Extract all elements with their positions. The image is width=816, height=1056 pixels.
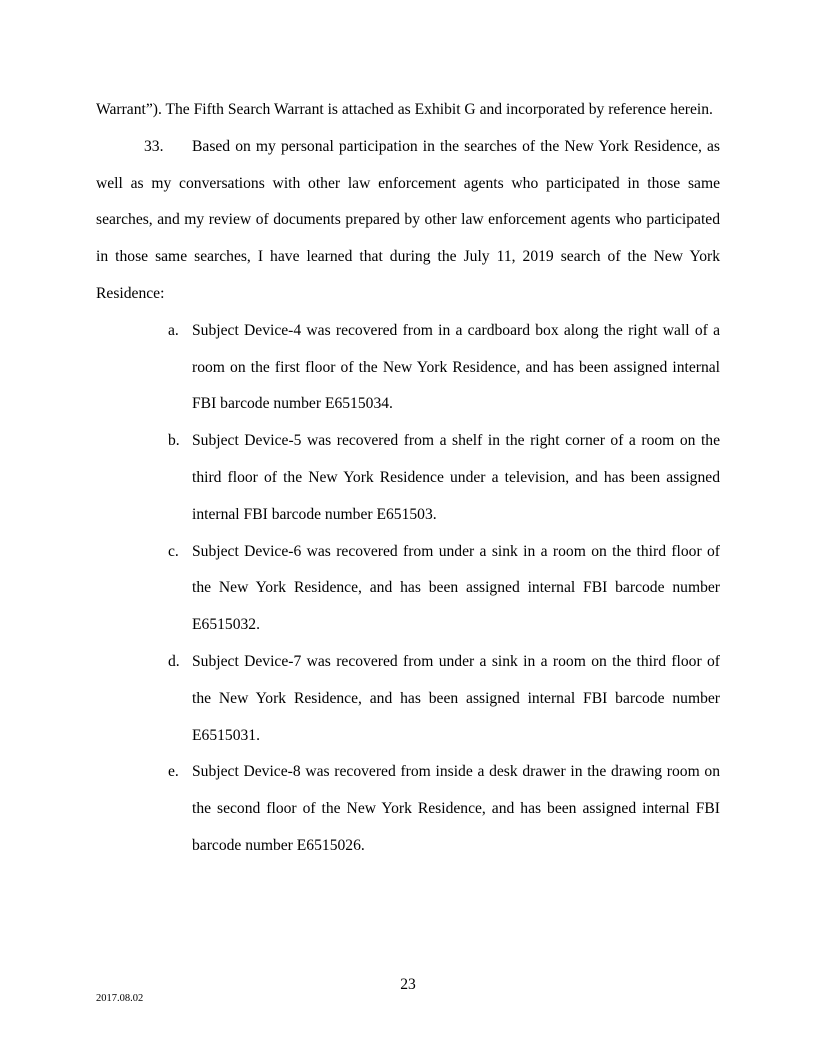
list-item-marker: a.: [168, 321, 179, 339]
continuation-paragraph: Warrant”). The Fifth Search Warrant is attached as Exhibit G and incorporated by reference herein.: [96, 101, 713, 118]
list-item-marker: d.: [168, 652, 180, 670]
list-item-text: Subject Device-8 was recovered from inside a desk drawer in the drawing room on the second floor of the New York Residence, and has been assigned internal FBI barcode number E6515026.: [192, 763, 720, 854]
list-item-marker: b.: [168, 432, 180, 450]
list-item-marker: c.: [168, 542, 179, 560]
page-number: 23: [400, 976, 416, 993]
list-item-text: Subject Device-5 was recovered from a shelf in the right corner of a room on the third floor of the New York Residence under a television, and has been assigned internal FBI barcode number E651503.: [192, 432, 720, 523]
list-item-text: Subject Device-4 was recovered from in a cardboard box along the right wall of a room on the first floor of the New York Residence, and has been assigned internal FBI barcode number E6515034.: [192, 321, 720, 413]
list-item: [168, 644, 720, 754]
device-list: [96, 313, 720, 865]
list-item: [168, 423, 720, 533]
list-item: [168, 754, 720, 864]
footer-date: 2017.08.02: [96, 993, 144, 1004]
document-body: [96, 92, 720, 865]
list-item: [168, 534, 720, 644]
paragraph-33: [96, 129, 720, 313]
list-item-text: Subject Device-7 was recovered from under a sink in a room on the third floor of the New York Residence, and has been assigned internal FBI barcode number E6515031.: [192, 652, 720, 744]
paragraph-number: 33.: [144, 137, 164, 155]
list-item-marker: e.: [168, 763, 179, 781]
list-item: [168, 313, 720, 423]
list-item-text: Subject Device-6 was recovered from under a sink in a room on the third floor of the New York Residence, and has been assigned internal FBI barcode number E6515032.: [192, 542, 720, 634]
paragraph-text: Based on my personal participation in the searches of the New York Residence, as well as my conversations with other law enforcement agents who participated in those same searches, and my review of documents prepared by other law enforcement agents who participated in those same searches, I have learned that during the July 11, 2019 search of the New York Residence:: [96, 137, 720, 302]
